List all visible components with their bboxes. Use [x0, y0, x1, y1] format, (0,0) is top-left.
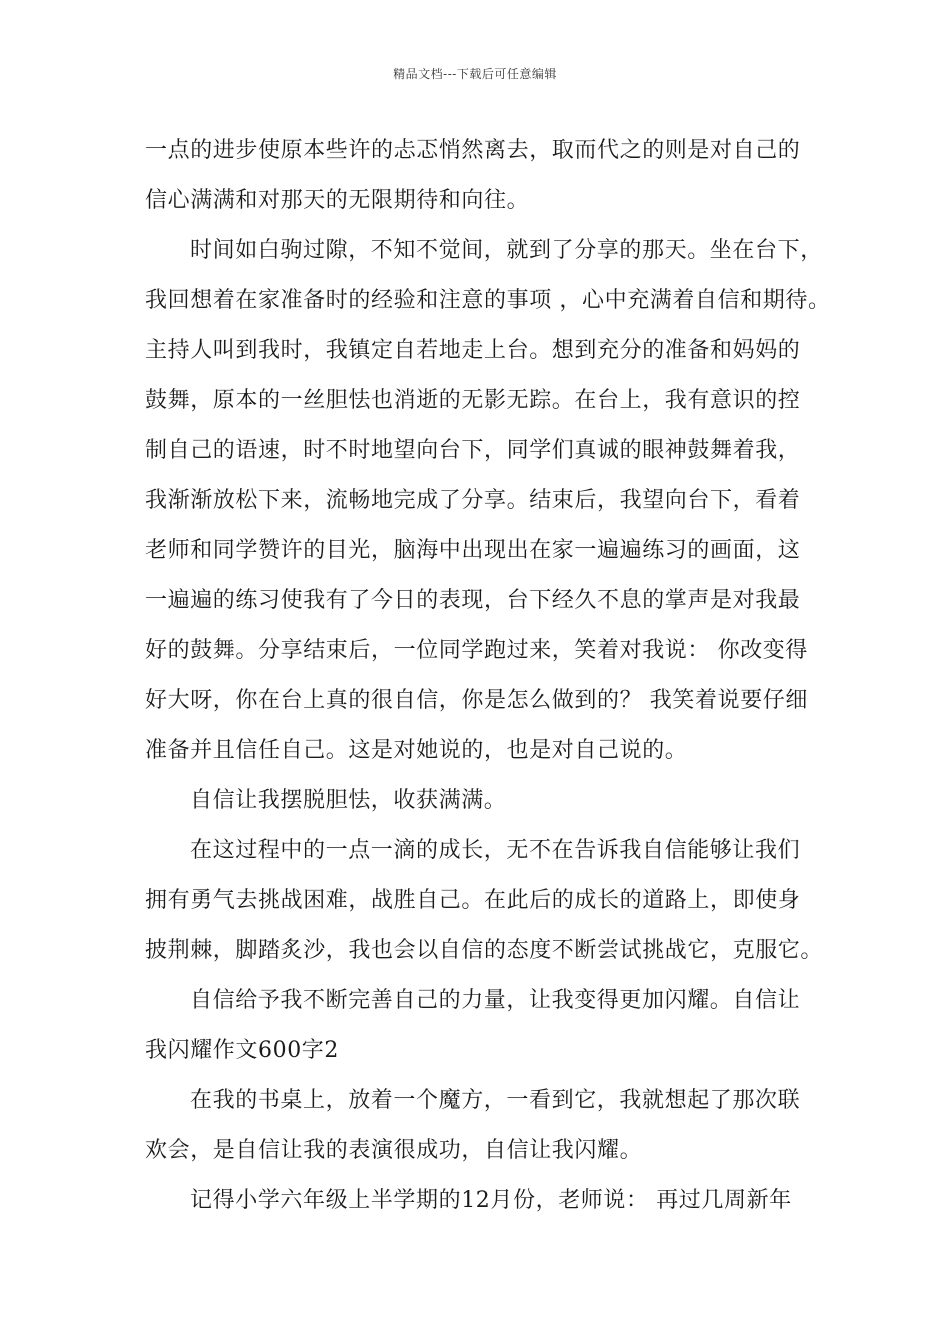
text-line: 主持人叫到我时，我镇定自若地走上台。想到充分的准备和妈妈的 — [145, 338, 801, 363]
text-line: 信心满满和对那天的无限期待和向往。 — [145, 188, 530, 213]
paragraph-start-line: 时间如白驹过隙，不知不觉间，就到了分享的那天。坐在台下， — [190, 238, 823, 263]
page-header: 精品文档---下载后可任意编辑 — [393, 67, 557, 81]
text-line: 老师和同学赞许的目光，脑海中出现出在家一遍遍练习的画面，这 — [145, 538, 801, 563]
text-line: 准备并且信任自己。这是对她说的，也是对自己说的。 — [145, 738, 688, 763]
text-line: 好的鼓舞。分享结束后，一位同学跑过来，笑着对我说： 你改变得 — [145, 638, 808, 663]
text-line: 我渐渐放松下来，流畅地完成了分享。结束后，我望向台下，看着 — [145, 488, 801, 513]
text-line: 一点的进步使原本些许的忐忑悄然离去，取而代之的则是对自己的 — [145, 138, 801, 163]
text-line: 拥有勇气去挑战困难，战胜自己。在此后的成长的道路上，即使身 — [145, 888, 801, 913]
paragraph-start-line: 自信给予我不断完善自己的力量，让我变得更加闪耀。自信让 — [190, 988, 801, 1013]
text-line: 制自己的语速，时不时地望向台下，同学们真诚的眼神鼓舞着我， — [145, 438, 801, 463]
text-line: 好大呀，你在台上真的很自信，你是怎么做到的？ 我笑着说要仔细 — [145, 688, 808, 713]
paragraph-start-line: 在这过程中的一点一滴的成长，无不在告诉我自信能够让我们 — [190, 838, 801, 863]
text-line: 披荆棘，脚踏炙沙，我也会以自信的态度不断尝试挑战它，克服它。 — [145, 938, 824, 963]
paragraph-start-line: 在我的书桌上，放着一个魔方，一看到它，我就想起了那次联 — [190, 1088, 801, 1113]
paragraph-start-line: 记得小学六年级上半学期的12月份，老师说： 再过几周新年 — [190, 1188, 792, 1213]
text-line: 我闪耀作文600字2 — [145, 1038, 339, 1063]
paragraph-start-line: 自信让我摆脱胆怯，收获满满。 — [190, 788, 507, 813]
text-line: 我回想着在家准备时的经验和注意的事项 ，心中充满着自信和期待。 — [145, 288, 831, 313]
text-line: 鼓舞，原本的一丝胆怯也消逝的无影无踪。在台上，我有意识的控 — [145, 388, 801, 413]
text-line: 一遍遍的练习使我有了今日的表现，台下经久不息的掌声是对我最 — [145, 588, 801, 613]
text-line: 欢会，是自信让我的表演很成功，自信让我闪耀。 — [145, 1138, 643, 1163]
